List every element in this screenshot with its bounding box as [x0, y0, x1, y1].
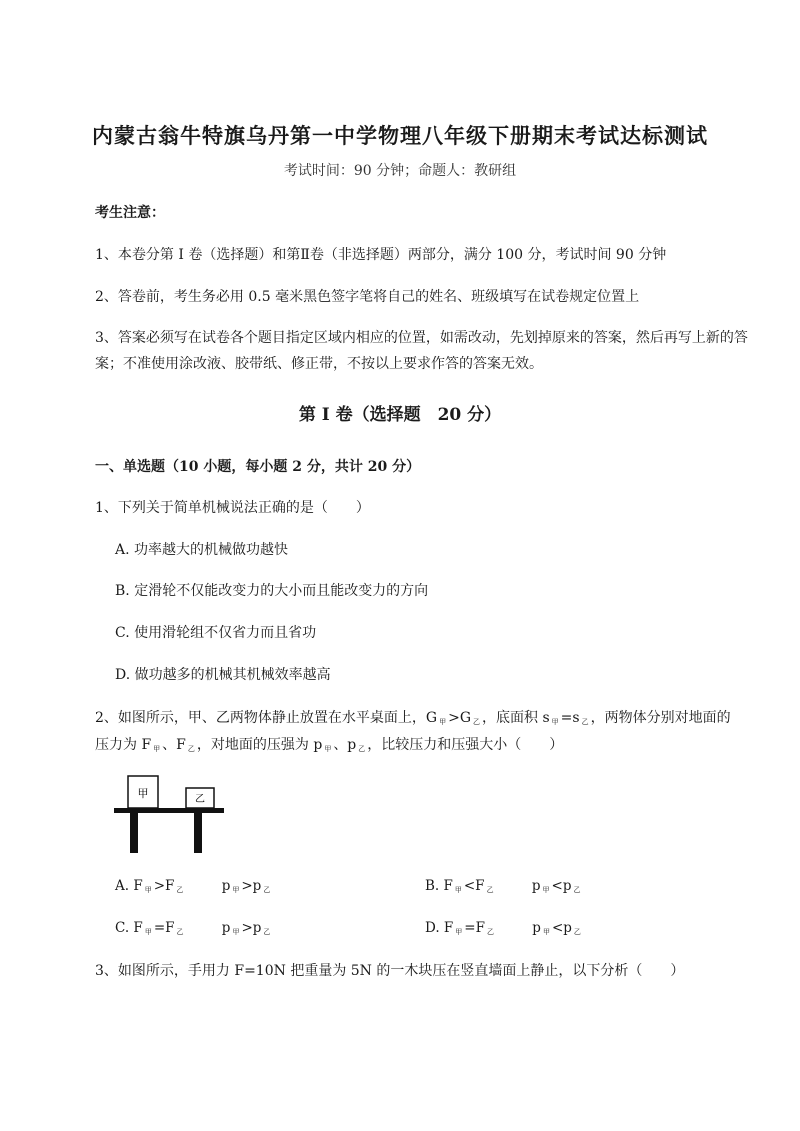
question-3-stem: 3、如图所示，手用力 F=10N 把重量为 5N 的一木块压在竖直墙面上静止，以下分析（ ）	[95, 963, 685, 979]
notice-item-3: 3、答案必须写在试卷各个题目指定区域内相应的位置，如需改动，先划掉原来的答案，然后再写上新的答案；不准使用涂改液、胶带纸、修正带，不按以上要求作答的答案无效。	[95, 330, 748, 372]
question-1-option-c: C. 使用滑轮组不仅省力而且省功	[115, 625, 317, 641]
exam-subtitle: 考试时间：90 分钟；命题人：教研组	[283, 163, 517, 179]
section-title: 第 I 卷（选择题 20 分）	[298, 405, 502, 425]
question-1-stem: 1、下列关于简单机械说法正确的是（ ）	[95, 500, 370, 516]
question-2-option-c: C. F $_甲$ =F $_乙$ p $_甲$ >p $_乙$	[115, 920, 271, 936]
exam-title: 内蒙古翁牛特旗乌丹第一中学物理八年级下册期末考试达标测试	[92, 123, 708, 148]
question-2-line-1: 2、如图所示，甲、乙两物体静止放置在水平桌面上，G $_甲$ >G $_乙$ ，底面积 s $_甲$ =s $_乙$ ，两物体分别对地面的	[95, 710, 731, 726]
question-2-option-b: B. F $_甲$ <F $_乙$ p $_甲$ <p $_乙$	[425, 878, 581, 894]
question-1-option-d: D. 做功越多的机械其机械效率越高	[115, 667, 331, 683]
question-2-line-2: 压力为 F $_甲$ 、F $_乙$ ，对地面的压强为 p $_甲$ 、p $_乙$ ，比较压力和压强大小（ ）	[95, 737, 564, 753]
notice-heading: 考生注意：	[95, 205, 165, 221]
part-heading: 一、单选题（10 小题，每小题 2 分，共计 20 分）	[95, 459, 421, 475]
question-2-option-d: D. F $_甲$ =F $_乙$ p $_甲$ <p $_乙$	[425, 920, 581, 936]
table-leg-right	[194, 813, 202, 853]
notice-item-1: 1、本卷分第 I 卷（选择题）和第Ⅱ卷（非选择题）两部分，满分 100 分，考试时间 90 分钟	[95, 247, 667, 263]
question-2-option-a: A. F $_甲$ >F $_乙$ p $_甲$ >p $_乙$	[115, 878, 271, 894]
question-1-option-a: A. 功率越大的机械做功越快	[115, 542, 289, 558]
question-1-option-b: B. 定滑轮不仅能改变力的大小而且能改变力的方向	[115, 583, 429, 599]
question-2-figure	[110, 770, 230, 856]
block-yi-label: 乙	[195, 794, 205, 805]
block-jia-label: 甲	[137, 787, 149, 800]
notice-item-2: 2、答卷前，考生务必用 0.5 毫米黑色签字笔将自己的姓名、班级填写在试卷规定位置上	[95, 289, 640, 305]
table-top	[114, 808, 224, 813]
table-leg-left	[130, 813, 138, 853]
